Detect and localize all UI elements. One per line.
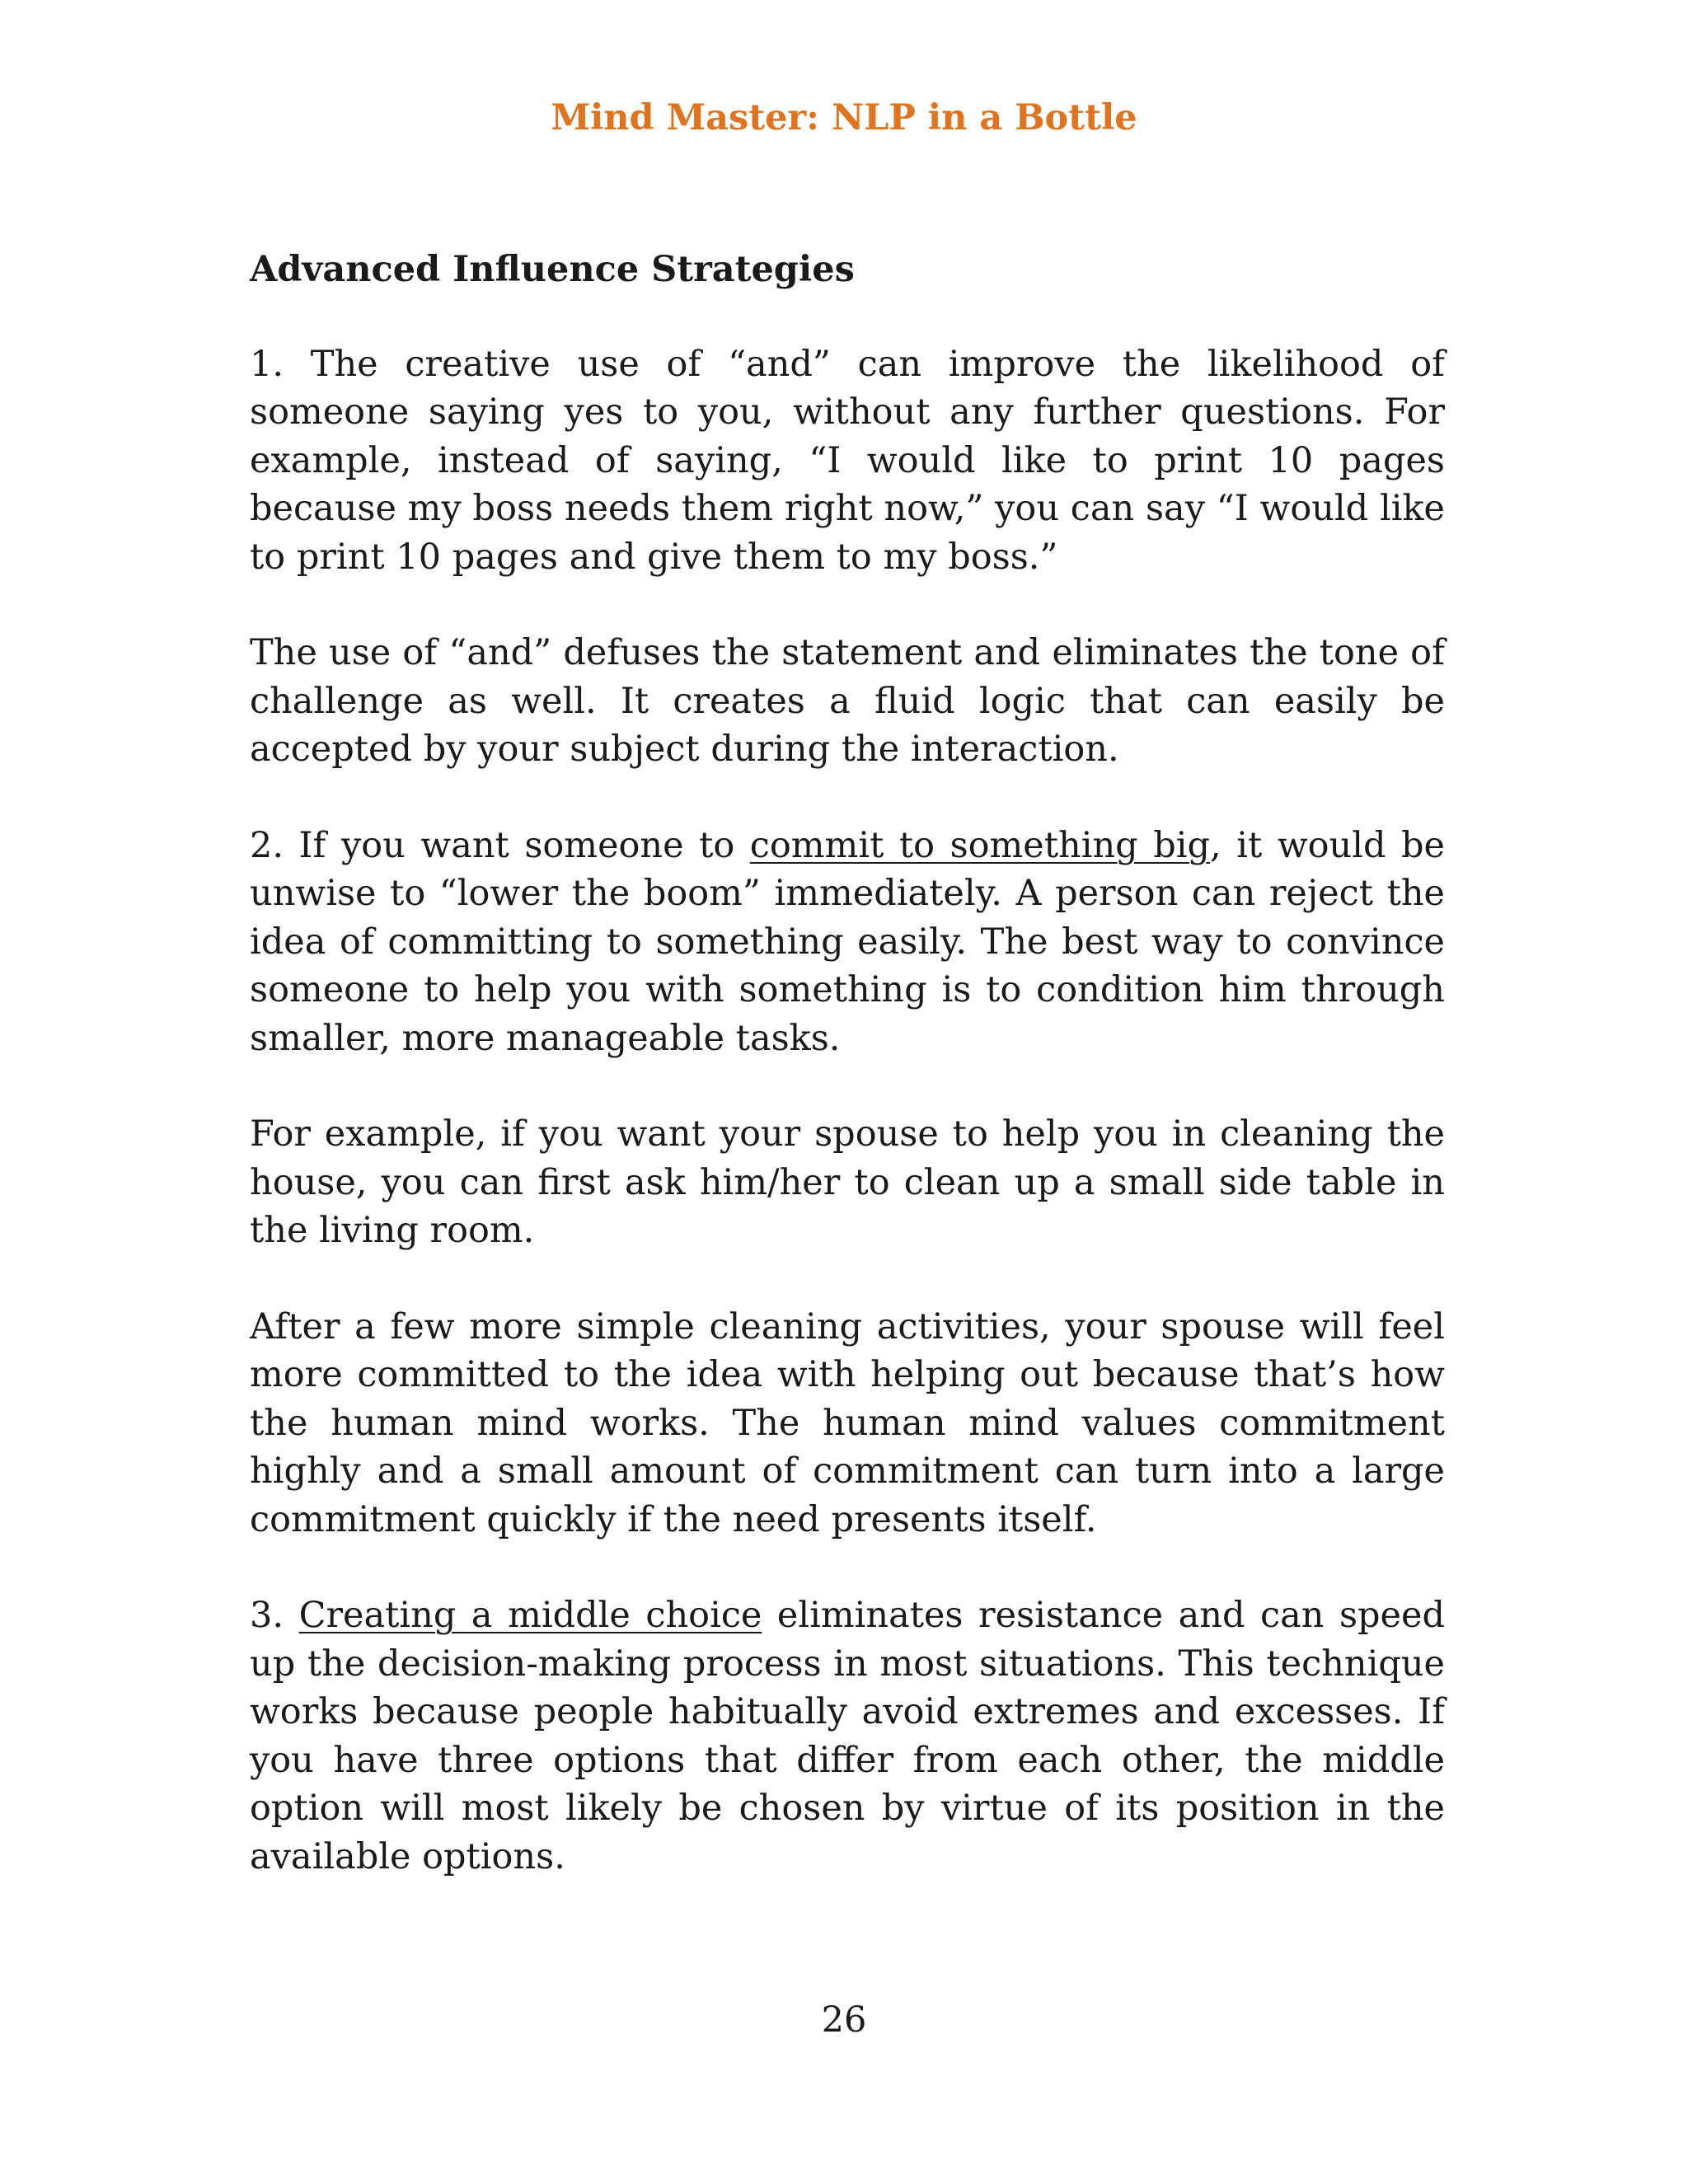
paragraph-3-rest: , it would be unwise to “lower the boom” immediately. A person can reject the idea of committing to something easily. The best way to convince someone to help you with something is to condition him through smaller, more manageable tasks. (250, 824, 1445, 1059)
running-header: Mind Master: NLP in a Bottle (551, 97, 1137, 138)
paragraph-1: 1. The creative use of “and” can improve the likelihood of someone saying yes to you, without any further questions. For example, instead of saying, “I would like to print 10 pages because my boss needs them right now,” you can say “I would like to print 10 pages and give them to my boss.” (250, 343, 1445, 578)
paragraph-6 (250, 1591, 1445, 1881)
paragraph-3 (250, 822, 1445, 1063)
page-content (250, 246, 1445, 1929)
paragraph-3-lead: 2. If you want someone to (250, 824, 750, 866)
paragraph-2: The use of “and” defuses the statement and eliminates the tone of challenge as well. It creates a fluid logic that can easily be accepted by your subject during the interaction. (250, 632, 1445, 770)
section-heading: Advanced Influence Strategies (250, 249, 855, 290)
paragraph-4: For example, if you want your spouse to help you in cleaning the house, you can first ask him/her to clean up a small side table in the living room. (250, 1113, 1445, 1251)
paragraph-5: After a few more simple cleaning activities, your spouse will feel more committed to the idea with helping out because that’s how the human mind works. The human mind values commitment highly and a small amount of commitment can turn into a large commitment quickly if the need presents itself. (250, 1305, 1445, 1540)
underlined-phrase-commit: commit to something big (749, 824, 1211, 866)
page-number: 26 (821, 1999, 867, 2041)
paragraph-6-rest: eliminates resistance and can speed up the decision-making process in most situations. This technique works because people habitually avoid extremes and excesses. If you have three options that differ from each other, the middle option will most likely be chosen by virtue of its position in the available options. (250, 1595, 1445, 1877)
underlined-phrase-middle-choice: Creating a middle choice (298, 1595, 762, 1636)
paragraph-6-lead: 3. (250, 1595, 299, 1636)
